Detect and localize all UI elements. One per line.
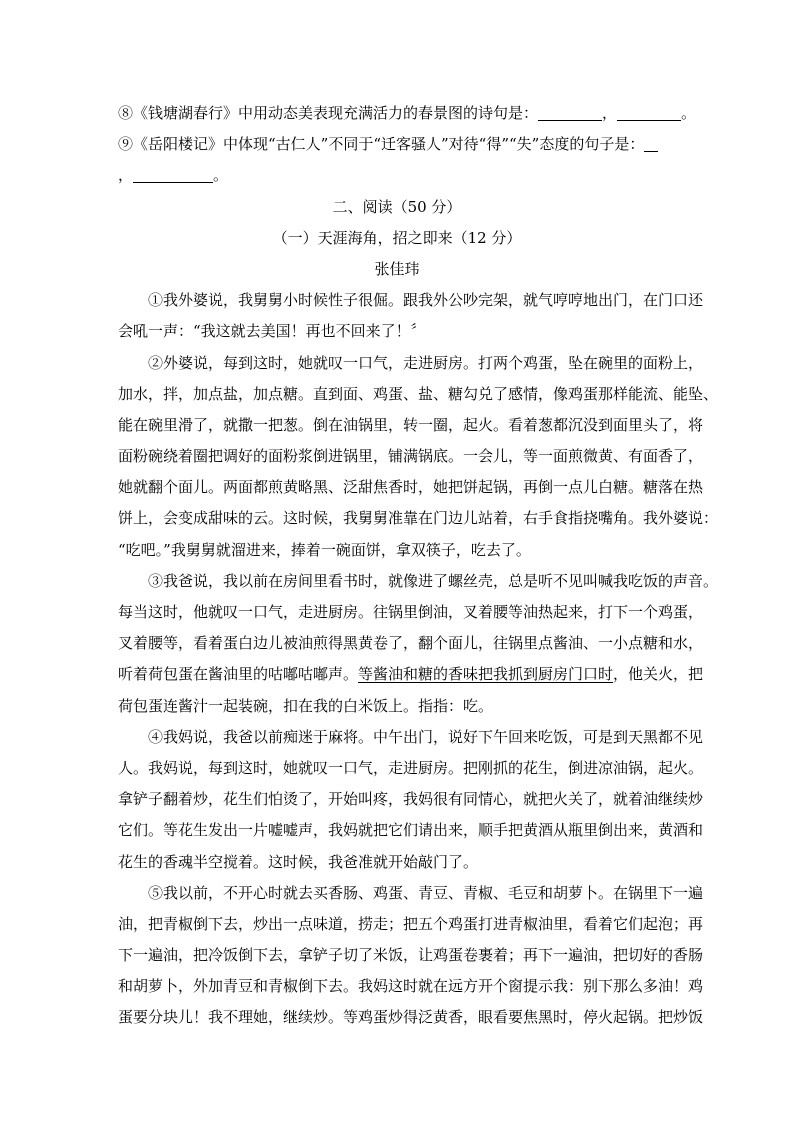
paragraph-3 <box>118 566 719 722</box>
paragraph-line: 拿铲子翻着炒，花生们怕烫了，开始叫疼，我妈很有同情心，就把火关了，就着油继续炒 <box>118 790 704 809</box>
paragraph-line: 叉着腰等，看着蛋白边儿被油煎得黑黄卷了，翻个面儿，往锅里点酱油、一小点糖和水， <box>118 634 704 653</box>
paragraph-2 <box>118 348 719 566</box>
paragraph-line: 油，把青椒倒下去，炒出一点味道，捞走；把五个鸡蛋打进青椒油里，看着它们起泡；再 <box>118 914 704 933</box>
paragraph-line: 每当这时，他就叹一口气，走进厨房。往锅里倒油，叉着腰等油热起来，打下一个鸡蛋， <box>118 603 704 621</box>
paragraph-line: “吃吧。”我舅舅就溜进来，捧着一碗面饼，拿双筷子，吃去了。 <box>118 540 531 559</box>
paragraph-line: 人。我妈说，每到这时，她就叹一口气，走进厨房。把刚抓的花生，倒进凉油锅，起火。 <box>118 758 704 777</box>
section-heading: 二、阅读（50 分） <box>332 197 462 216</box>
paragraph-line: 能在碗里滑了，就撒一把葱。倒在油锅里，转一圈，起火。看着葱都沉没到面里头了，将 <box>118 415 704 434</box>
question-8: ⑧《钱塘湖春行》中用动态美表现充满活力的春景图的诗句是： ， 。 <box>118 104 697 122</box>
article-author: 张佳玮 <box>374 259 420 278</box>
paragraph-line: 听着荷包蛋在酱油里的咕嘟咕嘟声。等酱油和糖的香味把我抓到厨房门口时，他关火，把 <box>118 665 704 684</box>
question-9: ⑨《岳阳楼记》中体现“古仁人”不同于“迁客骚人”对待“得”“失”态度的句子是： <box>118 129 676 160</box>
paragraph-line: 和胡萝卜，外加青豆和青椒倒下去。我妈这时就在远方开个窗提示我：别下那么多油！鸡 <box>118 977 704 996</box>
paragraph-line: 它们。等花生发出一片嘘嘘声，我妈就把它们请出来，顺手把黄酒从瓶里倒出来，黄酒和 <box>118 821 704 840</box>
paragraph-line: ⑤我以前，不开心时就去买香肠、鸡蛋、青豆、青椒、毛豆和胡萝卜。在锅里下一遍 <box>148 883 704 902</box>
answer-blank[interactable] <box>538 103 602 121</box>
paragraph-5 <box>118 878 704 1034</box>
question-9-continued: ， 。 <box>118 166 229 185</box>
paragraph-line: ③我爸说，我以前在房间里看书时，就像进了螺丝壳，总是听不见叫喊我吃饭的声音。 <box>148 571 719 590</box>
paragraph-1 <box>118 285 704 347</box>
paragraph-line: 下一遍油，把冷饭倒下去，拿铲子切了米饭，让鸡蛋卷裹着；再下一遍油，把切好的香肠 <box>118 946 704 965</box>
page-content <box>118 98 719 1034</box>
answer-blank[interactable] <box>617 103 681 121</box>
underlined-sentence: 等酱油和糖的香味把我抓到厨房门口时 <box>358 665 614 684</box>
paragraph-line: 面粉碗绕着圈把调好的面粉浆倒进锅里，铺满锅底。一会儿，等一面煎微黄、有面香了， <box>118 447 704 466</box>
answer-blank[interactable] <box>133 165 213 183</box>
paragraph-line: ②外婆说，每到这时，她就叹一口气，走进厨房。打两个鸡蛋，坠在碗里的面粉上， <box>148 353 704 372</box>
paragraph-line: 她就翻个面儿。两面都煎黄略黑、泛甜焦香时，她把饼起锅，再倒一点儿白糖。糖落在热 <box>118 478 704 497</box>
answer-blank[interactable] <box>644 134 658 152</box>
paragraph-line: ④我妈说，我爸以前痴迷于麻将。中午出门，说好下午回来吃饭，可是到天黑都不见 <box>148 727 704 746</box>
paragraph-line: 蛋要分块儿！我不理她，继续炒。等鸡蛋炒得泛黄香，眼看要焦黑时，停火起锅。把炒饭 <box>118 1008 704 1027</box>
paragraph-4 <box>118 722 704 878</box>
paragraph-line: 花生的香魂半空搅着。这时候，我爸准就开始敲门了。 <box>118 852 479 871</box>
paragraph-line: 加水，拌，加点盐，加点糖。直到面、鸡蛋、盐、糖勾兑了感情，像鸡蛋那样能流、能坠、 <box>118 384 719 403</box>
paragraph-line: ①我外婆说，我舅舅小时候性子很倔。跟我外公吵完架，就气哼哼地出门，在门口还 <box>148 291 704 310</box>
article-title: （一）天涯海角，招之即来（12 分） <box>272 228 522 247</box>
paragraph-line: 荷包蛋连酱汁一起装碗，扣在我的白米饭上。指指：吃。 <box>118 696 494 715</box>
paragraph-line: 饼上，会变成甜味的云。这时候，我舅舅准靠在门边儿站着，右手食指挠嘴角。我外婆说： <box>118 509 719 528</box>
paragraph-line: 会吼一声：“我这就去美国！再也不回来了！〞 <box>118 322 426 341</box>
